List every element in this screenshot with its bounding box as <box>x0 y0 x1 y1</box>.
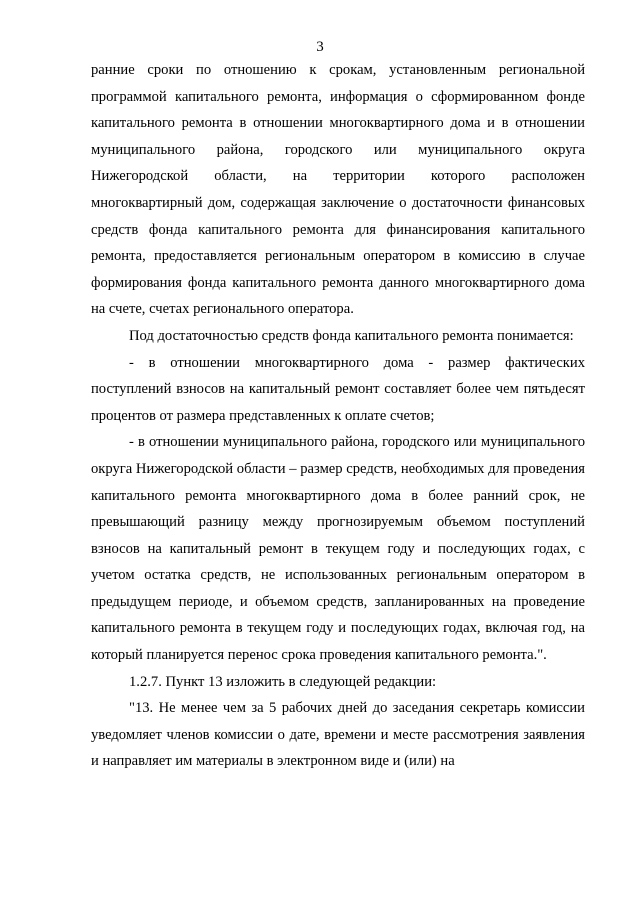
document-body <box>91 57 585 775</box>
paragraph-continuation: ранние сроки по отношению к срокам, установленным региональной программой капитального ремонта, информация о сформированном фонде капитального ремонта в отношении многоквартирного дома и в отношении муниципального района, городского или муниципального округа Нижегородской области, на территории которого расположен многоквартирный дом, содержащая заключение о достаточности финансовых средств фонда капитального ремонта для финансирования капитального ремонта, предоставляется региональным оператором в комиссию в случае формирования фонда капитального ремонта данного многоквартирного дома на счете, счетах регионального оператора. <box>91 62 585 318</box>
paragraph-clause-1-2-7: 1.2.7. Пункт 13 изложить в следующей редакции: <box>129 673 437 690</box>
paragraph-list-item-municipality: - в отношении муниципального района, городского или муниципального округа Нижегородской области – размер средств, необходимых для проведения капитального ремонта многоквартирного дома в более ранний срок, не превышающий разницу между прогнозируемым объемом поступлений взносов на капитальный ремонт в текущем году и последующих годах, с учетом остатка средств, не использованных региональным оператором в предыдущем периоде, и объемом средств, запланированных на проведение капитального ремонта в текущем году и последующих годах, включая год, на который планируется перенос срока проведения капитального ремонта.". <box>91 434 585 664</box>
paragraph-clause-13: "13. Не менее чем за 5 рабочих дней до заседания секретарь комиссии уведомляет членов комиссии о дате, времени и месте рассмотрения заявления и направляет им материалы в электронном виде и (или) на <box>91 700 585 770</box>
paragraph-definition-intro: Под достаточностью средств фонда капитального ремонта понимается: <box>129 327 574 344</box>
paragraph-list-item-building: - в отношении многоквартирного дома - размер фактических поступлений взносов на капитальный ремонт составляет более чем пятьдесят процентов от размера представленных к оплате счетов; <box>91 354 585 424</box>
page-number: 3 <box>316 39 324 55</box>
